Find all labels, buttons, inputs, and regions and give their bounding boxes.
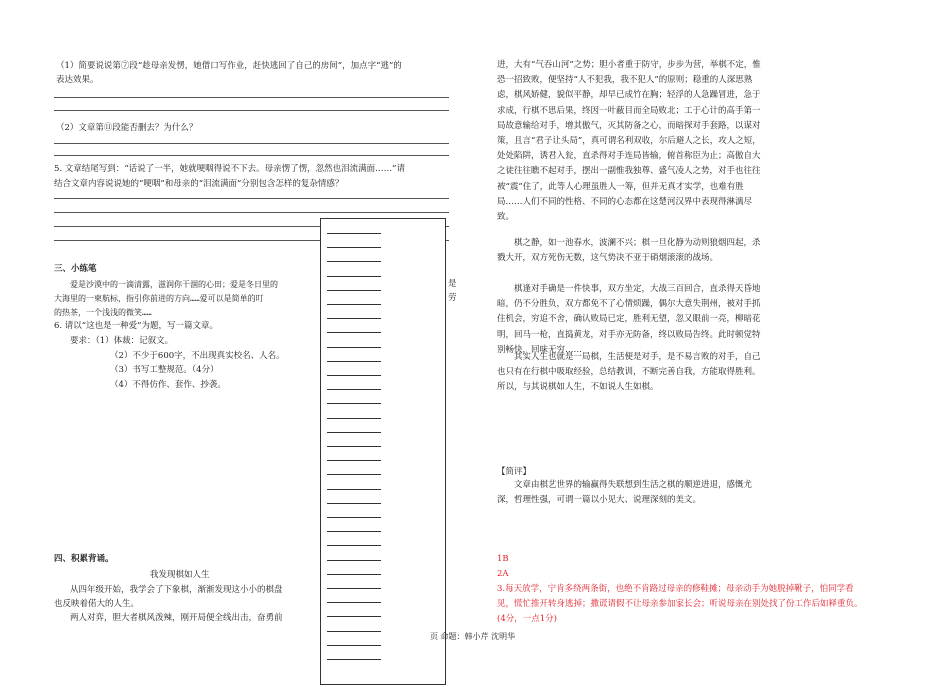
page-footer: 页 命题：韩小芹 沈明华 (430, 632, 516, 641)
section-3-title: 三、小练笔 (54, 264, 97, 274)
essay-p2-line1: 两人对弈，胆大者棋风泼辣，刚开局便全线出击，奋勇前 (70, 613, 283, 623)
overlay-line (327, 332, 381, 333)
answer-line (54, 155, 449, 156)
answer-1: 1B (497, 554, 509, 564)
overlay-line (327, 474, 381, 475)
requirement-1: 要求：（1）体裁：记叙文。 (70, 336, 174, 346)
overlay-line (327, 616, 381, 617)
section-3-line1: 爱是沙漠中的一滴清露，滋润你干涸的心田；爱是冬日里的 (70, 280, 278, 289)
overlay-line (327, 517, 381, 518)
answer-3-line3: (4分，一点1分) (497, 614, 557, 624)
answer-line (54, 97, 449, 98)
overlay-line (327, 318, 381, 319)
section-3-line3: 的热茶，一个浅浅的微笑…… (54, 308, 152, 317)
overlay-line (327, 531, 381, 532)
overlay-line (327, 432, 381, 433)
overlay-line (327, 588, 381, 589)
overlay-line (327, 659, 381, 660)
writing-grid-overlay (320, 218, 446, 685)
overlay-line (327, 574, 381, 575)
answer-line (54, 198, 449, 199)
overlay-line (327, 418, 381, 419)
overlay-line (327, 560, 381, 561)
overlay-line (327, 645, 381, 646)
overlay-line (327, 460, 381, 461)
answer-line (54, 143, 449, 144)
answer-3-line1: 3.每天放学，宁肯多绕两条街，也绝不肯路过母亲的修鞋摊；母亲动手为她脱掉靴子，怕同学看 (497, 584, 854, 594)
overlay-line (327, 247, 381, 248)
section-3-line2: 大海里的一柬航标，指引你前进的方向……爱可以是简单的叮 (54, 294, 264, 303)
answer-2: 2A (497, 569, 509, 579)
question-1-continued: 表达效果。 (56, 75, 99, 85)
answer-3-line2: 见，慌忙推开转身逃掉；撒谎请假不让母亲参加家长会；听说母亲在别处找了份工作后如释重负。 (497, 599, 863, 609)
essay-paragraph-1: 进，大有“气吞山河”之势；胆小者重于防守，步步为营，举棋不定，惟恐一招致败，便坚持“人不犯我，我不犯人”的原则；稳重的人深思熟虑，棋风娇健，貌似平静，却早已成竹在胸；轻浮的人急躁冒进，急于求成，行棋不思后果，终因一叶蔽目而全局败北；工于心计的高手第一局故意输给对手，增其傲气，灭其防备之心，而暗探对手套路，以谋对策，且言“君子让头局”，真可谓名利双收，尔后避人之长，攻人之短，处处陷阱，诱君入瓮，直杀得对手连局皆输，俯首称臣为止；高傲自大之徒往往瞧不起对手，摆出一副惟我独尊、盛气凌人之势，对手也往往被“震”住了，此等人心理虽胜人一筹，但并无真才实学，也难有胜局……人们不同的性格、不同的心态都在这楚河汉界中表现得淋漓尽致。 (497, 60, 761, 223)
question-5-line1: 5. 文章结尾写到：“话说了一半，她就哽咽得说不下去。母亲愣了愣，忽然也泪流满面……”请 (54, 164, 406, 174)
overlay-line (327, 489, 381, 490)
requirement-4: （4）不得仿作、套作、抄袭。 (110, 380, 226, 390)
answer-line (54, 212, 449, 213)
overlay-line (327, 276, 381, 277)
question-5-line2: 结合文章内容说说她的“哽咽”和母亲的“泪流满面”分别包含怎样的复杂情感？ (54, 179, 344, 189)
overlay-line (327, 389, 381, 390)
essay-title: 我发现棋如人生 (150, 570, 210, 580)
overlay-line (327, 545, 381, 546)
question-6: 6. 请以“这也是一种爱”为题，写一篇文章。 (54, 321, 219, 331)
essay-paragraph-2: 棋之静，如一池春水，波澜不兴；棋一旦化静为动则狼烟四起，杀戮大开，双方死伤无数，这气势决不亚于硝烟滚滚的战场。 (497, 238, 761, 264)
overlay-line (327, 375, 381, 376)
section-3-line1-end: 是 (448, 279, 457, 289)
overlay-line (327, 503, 381, 504)
overlay-line (327, 347, 381, 348)
overlay-line (327, 631, 381, 632)
essay-p1-line2: 也反映着偌大的人生。 (54, 599, 140, 609)
essay-paragraph-3: 棋逢对手确是一件快事，双方坐定，大战三百回合，直杀得天昏地暗，仍不分胜负，双方都免不了心情烦躁，偶尔大意失荆州，被对手抓住机会，穷追不舍，确认败局已定，胜利无望，忽又眼前一亮，柳暗花明，回马一枪，直捣黄龙，对手亦无防备，终以败局告终。此时顿觉特别畅快，回味无穷…… (497, 284, 761, 355)
question-2: （2）文章第⑪段能否删去？为什么？ (56, 123, 198, 133)
requirement-3: （3）书写工整规范。（4分） (110, 365, 219, 375)
essay-paragraph-4: 其实人生也就是一局棋，生活便是对手，是不易言败的对手，自己也只有在行棋中吸取经验，总结教训，不断完善自我，方能取得胜利。所以，与其说棋如人生，不如说人生如棋。 (497, 352, 761, 393)
overlay-line (327, 304, 381, 305)
overlay-line (327, 261, 381, 262)
overlay-line (327, 290, 381, 291)
question-1: （1）简要说说第⑦段“趁母亲发愣，她借口写作业，赶快逃回了自己的房间”，加点字“逃”的 (56, 61, 402, 71)
comment-text: 文章由棋艺世界的输赢得失联想到生活之棋的顺逆进退，感慨尤深，哲理性强，可谓一篇以小见大、说理深刻的美文。 (497, 480, 753, 506)
answer-line (54, 110, 449, 111)
overlay-line (327, 403, 381, 404)
section-4-title: 四、积累背诵。 (54, 554, 114, 564)
comment-title: 【简评】 (497, 467, 532, 477)
overlay-line (327, 361, 381, 362)
essay-p1-line1: 从四年级开始，我学会了下象棋，渐渐发现这小小的棋盘 (70, 585, 283, 595)
overlay-line (327, 446, 381, 447)
section-3-line2-end: 劳 (448, 293, 457, 303)
overlay-line (327, 233, 381, 234)
requirement-2: （2）不少于600字，不出现真实校名、人名。 (110, 351, 285, 361)
overlay-line (327, 602, 381, 603)
